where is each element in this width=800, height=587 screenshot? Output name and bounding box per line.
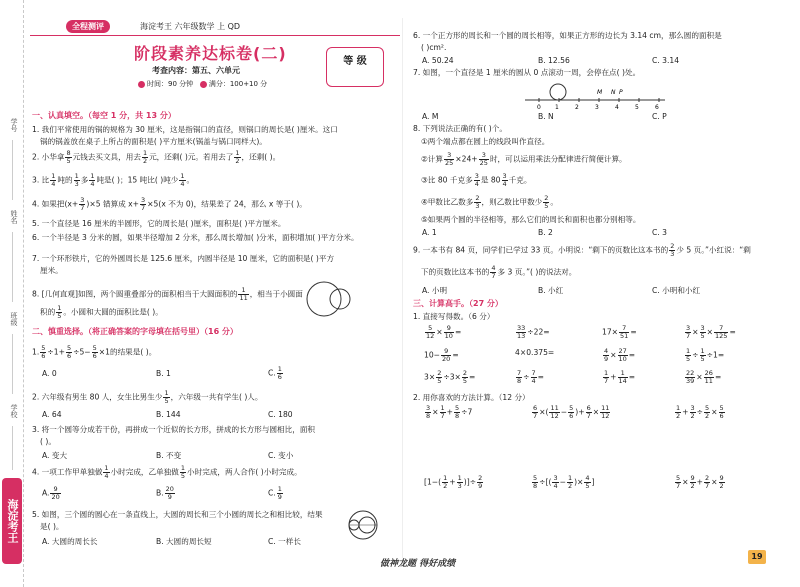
option-2-4-a[interactable]: A. $\frac{9}{20}$ [42,485,60,501]
calc-1-6: 4×0.375= [515,348,555,357]
option-2-2-c[interactable]: C. 180 [268,410,293,419]
option-2-7-a[interactable]: A. M [422,112,439,121]
question-1-4: 4. 如果把(x+ $\frac{3}{7}$ )×5 错算成 x+ $\frac{3}{7}$ ×5(x 不为 0)，结果差了 24，那么 x 等于( )。 [32,196,307,212]
calc-1-5: 10− $\frac{9}{20}$ = [424,347,459,363]
calc-1-2: $\frac{33}{13}$ ÷22= [517,324,550,340]
calc-1-1: $\frac{5}{12}$ × $\frac{9}{10}$ = [426,324,462,340]
question-2-6-cont: ( )cm². [421,43,447,52]
binding-margin [0,0,24,587]
question-2-8: 8. 下列说法正确的有( )个。 [413,124,507,133]
exam-header [30,17,400,95]
option-2-7-b[interactable]: B. N [538,112,554,121]
option-2-9-c[interactable]: C. 小明和小红 [652,286,701,295]
footer-slogan: 做神龙题 得好成绩 [380,559,456,569]
option-2-3-a[interactable]: A. 变大 [42,451,68,460]
option-2-8-c[interactable]: C. 3 [652,228,667,237]
question-1-1: 1. 我们平常使用的锅的规格为 30 厘米，这是指锅口的直径，则锅口的周长是( )厘米。这口 [32,125,338,134]
option-2-5-a[interactable]: A. 大圆的周长长 [42,537,98,546]
page-title: 阶段素养达标卷(二) [134,44,287,63]
point-m-label: M [597,89,603,96]
exam-meta [138,79,267,89]
question-1-7: 7. 一个环形铁片，它的外圆周长是 125.6 厘米，内圆半径是 10 厘米，它的面积是( )平方 [32,254,335,263]
tick-3: 3 [595,104,599,111]
statement-4: ④甲数比乙数多 $\frac{2}{3}$ ，则乙数比甲数少 $\frac{2}{5}$ 。 [421,194,558,210]
option-2-4-b[interactable]: B. $\frac{20}{9}$ [156,485,174,501]
calc-part-1-title: 1. 直接写得数。（6 分） [413,312,495,321]
overlap-circles-figure [300,280,360,318]
option-2-1-a[interactable]: A. 0 [42,369,57,378]
option-2-2-a[interactable]: A. 64 [42,410,62,419]
calc-1-9: 3× $\frac{2}{5}$ ÷3× $\frac{2}{5}$ = [424,369,476,385]
score-icon [200,81,207,88]
point-p-label: P [619,89,623,96]
option-2-3-c[interactable]: C. 变小 [268,451,294,460]
option-2-6-b[interactable]: B. 12.56 [538,56,570,65]
question-1-7-cont: 厘米。 [40,266,63,275]
margin-label-student-id: 学号 [10,118,18,132]
option-2-7-c[interactable]: C. P [652,112,667,121]
tick-2: 2 [575,104,579,111]
tick-6: 6 [655,104,659,111]
question-1-3: 3. 比 $\frac{1}{4}$ 吨的 $\frac{1}{3}$ 多 $\frac{1}{4}$ 吨是( )；15 吨比( )吨少 $\frac{1}{4}$ 。 [32,172,195,188]
calc-1-3: 17× $\frac{7}{51}$ = [602,324,637,340]
statement-3: ③比 80 千克多 $\frac{3}{4}$ 是 80 $\frac{3}{4}$ 千克。 [421,172,532,188]
question-1-8-cont: 积的 $\frac{1}{5}$ 。小圆和大圆的面积比是( )。 [40,304,163,320]
statement-2: ②计算 $\frac{3}{25}$ ×24+ $\frac{3}{25}$ 时，可以运用乘法分配律进行简便计算。 [421,151,627,167]
option-2-9-b[interactable]: B. 小红 [538,286,564,295]
statement-5: ⑤如果两个圆的半径相等，那么它们的周长和面积也都分别相等。 [421,215,641,224]
exam-scope: 考查内容：第五、六单元 [152,66,240,75]
page-number: 19 [748,550,766,564]
option-2-6-c[interactable]: C. 3.14 [652,56,680,65]
question-1-8: 8. [几何直观]如图，两个圆重叠部分的面积相当于大圆面积的 $\frac{1}{11}$ ，相当于小圆面 [32,286,303,302]
question-2-1: 1. $\frac{5}{6}$ ÷1+ $\frac{5}{6}$ ÷5− $\frac{5}{6}$ ×1的结果是( )。 [32,344,157,360]
section-calculation: 三、计算高手。（27 分） [413,299,503,308]
tick-4: 4 [615,104,619,111]
calc-1-4: $\frac{3}{7}$ × $\frac{3}{5}$ × $\frac{7}{125}$ = [686,324,736,340]
option-2-2-b[interactable]: B. 144 [156,410,181,419]
margin-label-name: 姓名 [10,210,18,224]
question-1-2: 2. 小华拿 $\frac{8}{5}$ 元钱去买文具，用去 $\frac{1}{2}$ 元，还剩( )元。若用去了 $\frac{1}{2}$ ，还剩( )。 [32,149,281,165]
option-2-5-b[interactable]: B. 大圆的周长短 [156,537,212,546]
option-2-3-b[interactable]: B. 不变 [156,451,182,460]
question-1-6: 6. 一个半径是 3 分米的圆，如果半径增加 2 分米，那么周长增加( )分米，面积增加( )平方分米。 [32,233,359,242]
point-n-label: N [611,89,616,96]
option-2-8-b[interactable]: B. 2 [538,228,553,237]
option-2-9-a[interactable]: A. 小明 [422,286,448,295]
tick-5: 5 [635,104,639,111]
option-2-8-a[interactable]: A. 1 [422,228,437,237]
section-fill-blank: 一、认真填空。（每空 1 分，共 13 分） [32,111,176,120]
option-2-6-a[interactable]: A. 50.24 [422,56,454,65]
calc-1-8: $\frac{1}{5}$ ÷ $\frac{1}{5}$ ÷1= [686,347,725,363]
question-2-3: 3. 将一个圆等分成若干份，再拼成一个近似的长方形，拼成的长方形与圆相比，面积 [32,425,316,434]
brand-logo: 海淀考王 [2,478,22,564]
calc-2-4: [1−( $\frac{1}{2}$ + $\frac{1}{3}$ )]÷ $\frac{2}{9}$ [424,474,483,490]
option-2-1-c[interactable]: C. $\frac{1}{6}$ [268,365,282,381]
calc-2-3: $\frac{1}{2}$ + $\frac{3}{2}$ ÷ $\frac{5}{2}$ × $\frac{5}{6}$ [676,404,724,420]
statement-1: ①两个端点都在圆上的线段叫作直径。 [421,137,550,146]
calc-part-2-title: 2. 用你喜欢的方法计算。（12 分） [413,393,530,402]
calc-1-7: $\frac{4}{9}$ × $\frac{27}{10}$ = [604,347,636,363]
number-line-figure [520,78,670,112]
three-circles-figure [338,510,388,540]
series-badge: 全程测评 [66,20,110,33]
option-2-5-c[interactable]: C. 一样长 [268,537,301,546]
calc-1-11: $\frac{1}{7}$ + $\frac{1}{14}$ = [604,369,636,385]
calc-1-10: $\frac{7}{8}$ ÷ $\frac{7}{4}$ = [517,369,545,385]
margin-label-school: 学校 [10,404,18,418]
question-1-5: 5. 一个直径是 16 厘米的半圆形，它的周长是( )厘米，面积是( )平方厘米。 [32,219,286,228]
question-2-6: 6. 一个正方形的周长和一个圆的周长相等，如果正方形的边长为 3.14 cm，那么圆的面积是 [413,31,722,40]
tick-1: 1 [555,104,559,111]
question-2-4: 4. 一项工作甲单独做 $\frac{1}{4}$ 小时完成，乙单独做 $\frac{1}{5}$ 小时完成，两人合作( )小时完成。 [32,464,302,480]
calc-2-2: $\frac{6}{7}$ ×( $\frac{11}{12}$ − $\frac{5}{6}$ )+ $\frac{6}{7}$ × $\frac{11}{12}$ [533,404,610,420]
margin-label-class: 班级 [10,312,18,326]
calc-2-6: $\frac{5}{7}$ × $\frac{9}{2}$ + $\frac{2}{7}$ × $\frac{9}{2}$ [676,474,724,490]
exam-score: 满分：100+10 分 [208,80,268,88]
series-info: 海淀考王 六年级数学 上 QD [140,22,241,31]
question-2-2: 2. 六年级有男生 80 人，女生比男生少 $\frac{1}{5}$ ，六年级一共有学生( )人。 [32,389,263,405]
tick-0: 0 [537,104,541,111]
calc-1-12: $\frac{22}{39}$ × $\frac{26}{11}$ = [686,369,722,385]
question-2-5: 5. 如图，三个圆的圆心在一条直线上，大圆的周长和三个小圆的周长之和相比较，结果 [32,510,323,519]
question-1-1-cont: 锅的锅盖放在桌子上所占的面积是( )平方厘米(锅盖与锅口同样大)。 [40,137,267,146]
question-2-5-cont: 是( )。 [40,522,64,531]
grade-box[interactable] [326,47,384,87]
grade-label: 等 级 [343,56,367,67]
question-2-9: 9. 一本书有 84 页，同学们已学过 33 页。小明说：“剩下的页数比这本书的 $\frac{2}{3}$ 少 5 页。”小红说：“剩 [413,242,751,258]
clock-icon [138,81,145,88]
option-2-4-c[interactable]: C. $\frac{1}{9}$ [268,485,282,501]
calc-2-5: $\frac{5}{8}$ ÷[( $\frac{3}{4}$ − $\frac{1}{2}$ )× $\frac{4}{5}$ ] [533,474,595,490]
question-2-3-cont: ( )。 [40,437,56,446]
exam-time: 时间：90 分钟 [147,80,194,88]
section-multiple-choice: 二、慎重选择。（将正确答案的字母填在括号里）（16 分） [32,327,238,336]
question-2-7: 7. 如图，一个直径是 1 厘米的圆从 0 点滚动一周，会停在点( )处。 [413,68,641,77]
calc-2-1: $\frac{3}{8}$ × $\frac{1}{7}$ + $\frac{5}{8}$ ÷7 [426,404,473,420]
option-2-1-b[interactable]: B. 1 [156,369,171,378]
question-2-9-cont: 下的页数比这本书的 $\frac{4}{7}$ 多 3 页。”( )的说法对。 [421,264,577,280]
